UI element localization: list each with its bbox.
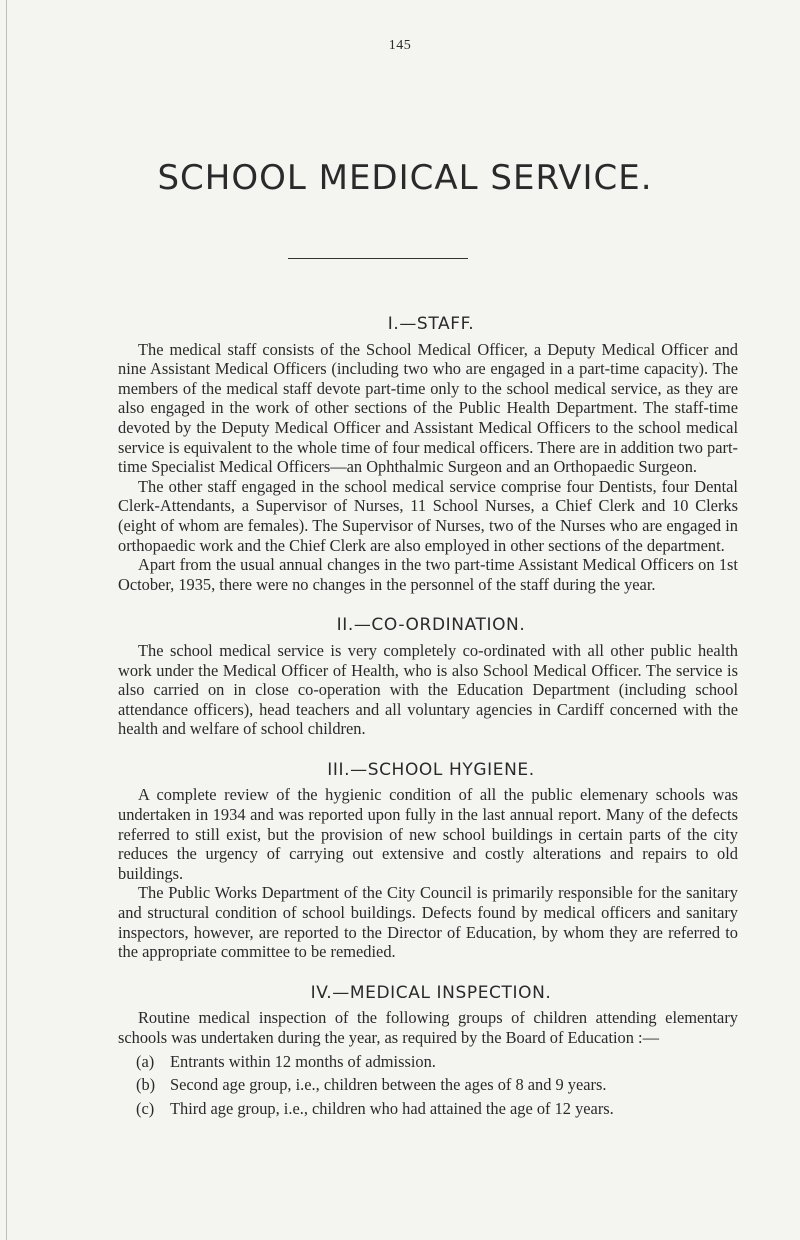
paragraph: Apart from the usual annual changes in the two part-time Assistant Medical Officers on 1st October, 1935, there were no changes in the personnel of the staff during the year. bbox=[118, 555, 738, 594]
page-title: SCHOOL MEDICAL SERVICE. bbox=[157, 157, 653, 198]
list-item-text: Third age group, i.e., children who had attained the age of 12 years. bbox=[170, 1098, 614, 1118]
section-medical-inspection bbox=[118, 984, 738, 1119]
section-heading: II.—CO-ORDINATION. bbox=[336, 615, 526, 636]
title-divider bbox=[288, 258, 468, 259]
section-heading: I.—STAFF. bbox=[387, 314, 475, 334]
section-heading: IV.—MEDICAL INSPECTION. bbox=[310, 982, 552, 1003]
list-item bbox=[136, 1075, 738, 1095]
paragraph: The medical staff consists of the School Medical Officer, a Deputy Medical Officer and nine Assistant Medical Officers (including two who are engaged in a part-time capacity). The members of the medical staff devote part-time only to the school medical service, as they are also engaged in the work of other sections of the Public Health Department. The staff-time devoted by the Deputy Medical Officer and Assistant Medical Officers to the school medical service is equivalent to the whole time of four medical officers. There are in addition two part-time Specialist Medical Officers—an Ophthalmic Surgeon and an Orthopaedic Surgeon. bbox=[118, 339, 738, 477]
paragraph: The school medical service is very completely co-ordinated with all other public health work under the Medical Officer of Health, who is also School Medical Officer. The service is also carried on in close co-operation with the Education Department (including school attendance officers), head teachers and all voluntary agencies in Cardiff concerned with the health and welfare of school children. bbox=[118, 640, 738, 739]
list-item-text: Entrants within 12 months of admission. bbox=[170, 1051, 436, 1071]
page-number: 145 bbox=[388, 38, 412, 53]
list-item-label: (b) bbox=[136, 1075, 156, 1095]
section-co-ordination bbox=[118, 616, 738, 739]
section-school-hygiene bbox=[118, 761, 738, 962]
list-item-text: Second age group, i.e., children between the ages of 8 and 9 years. bbox=[170, 1075, 607, 1095]
list-item-label: (c) bbox=[136, 1098, 155, 1118]
section-heading: III.—SCHOOL HYGIENE. bbox=[327, 759, 535, 780]
paragraph: The Public Works Department of the City Council is primarily responsible for the sanitary and structural condition of school buildings. Defects found by medical officers and sanitary inspectors, however, are reported to the Director of Education, by whom they are referred to the appropriate committee to be remedied. bbox=[118, 883, 738, 962]
list-item bbox=[136, 1099, 738, 1119]
list-item bbox=[136, 1052, 738, 1072]
section-staff bbox=[118, 315, 738, 594]
list-item-label: (a) bbox=[136, 1051, 155, 1071]
paragraph: Routine medical inspection of the following groups of children attending elementary schools was undertaken during the year, as required by the Board of Education :— bbox=[118, 1008, 738, 1047]
paragraph: The other staff engaged in the school medical service comprise four Dentists, four Dental Clerk-Attendants, a Supervisor of Nurses, 11 School Nurses, a Chief Clerk and 10 Clerks (eight of whom are females). The Supervisor of Nurses, two of the Nurses who are engaged in orthopaedic work and the Chief Clerk are also employed in other sections of the department. bbox=[118, 476, 738, 555]
paragraph: A complete review of the hygienic condition of all the public elemenary schools was undertaken in 1934 and was reported upon fully in the last annual report. Many of the defects referred to still exist, but the provision of new school buildings in certain parts of the city reduces the urgency of carrying out extensive and costly alterations and repairs to old buildings. bbox=[118, 785, 738, 883]
document-body bbox=[118, 315, 738, 1140]
